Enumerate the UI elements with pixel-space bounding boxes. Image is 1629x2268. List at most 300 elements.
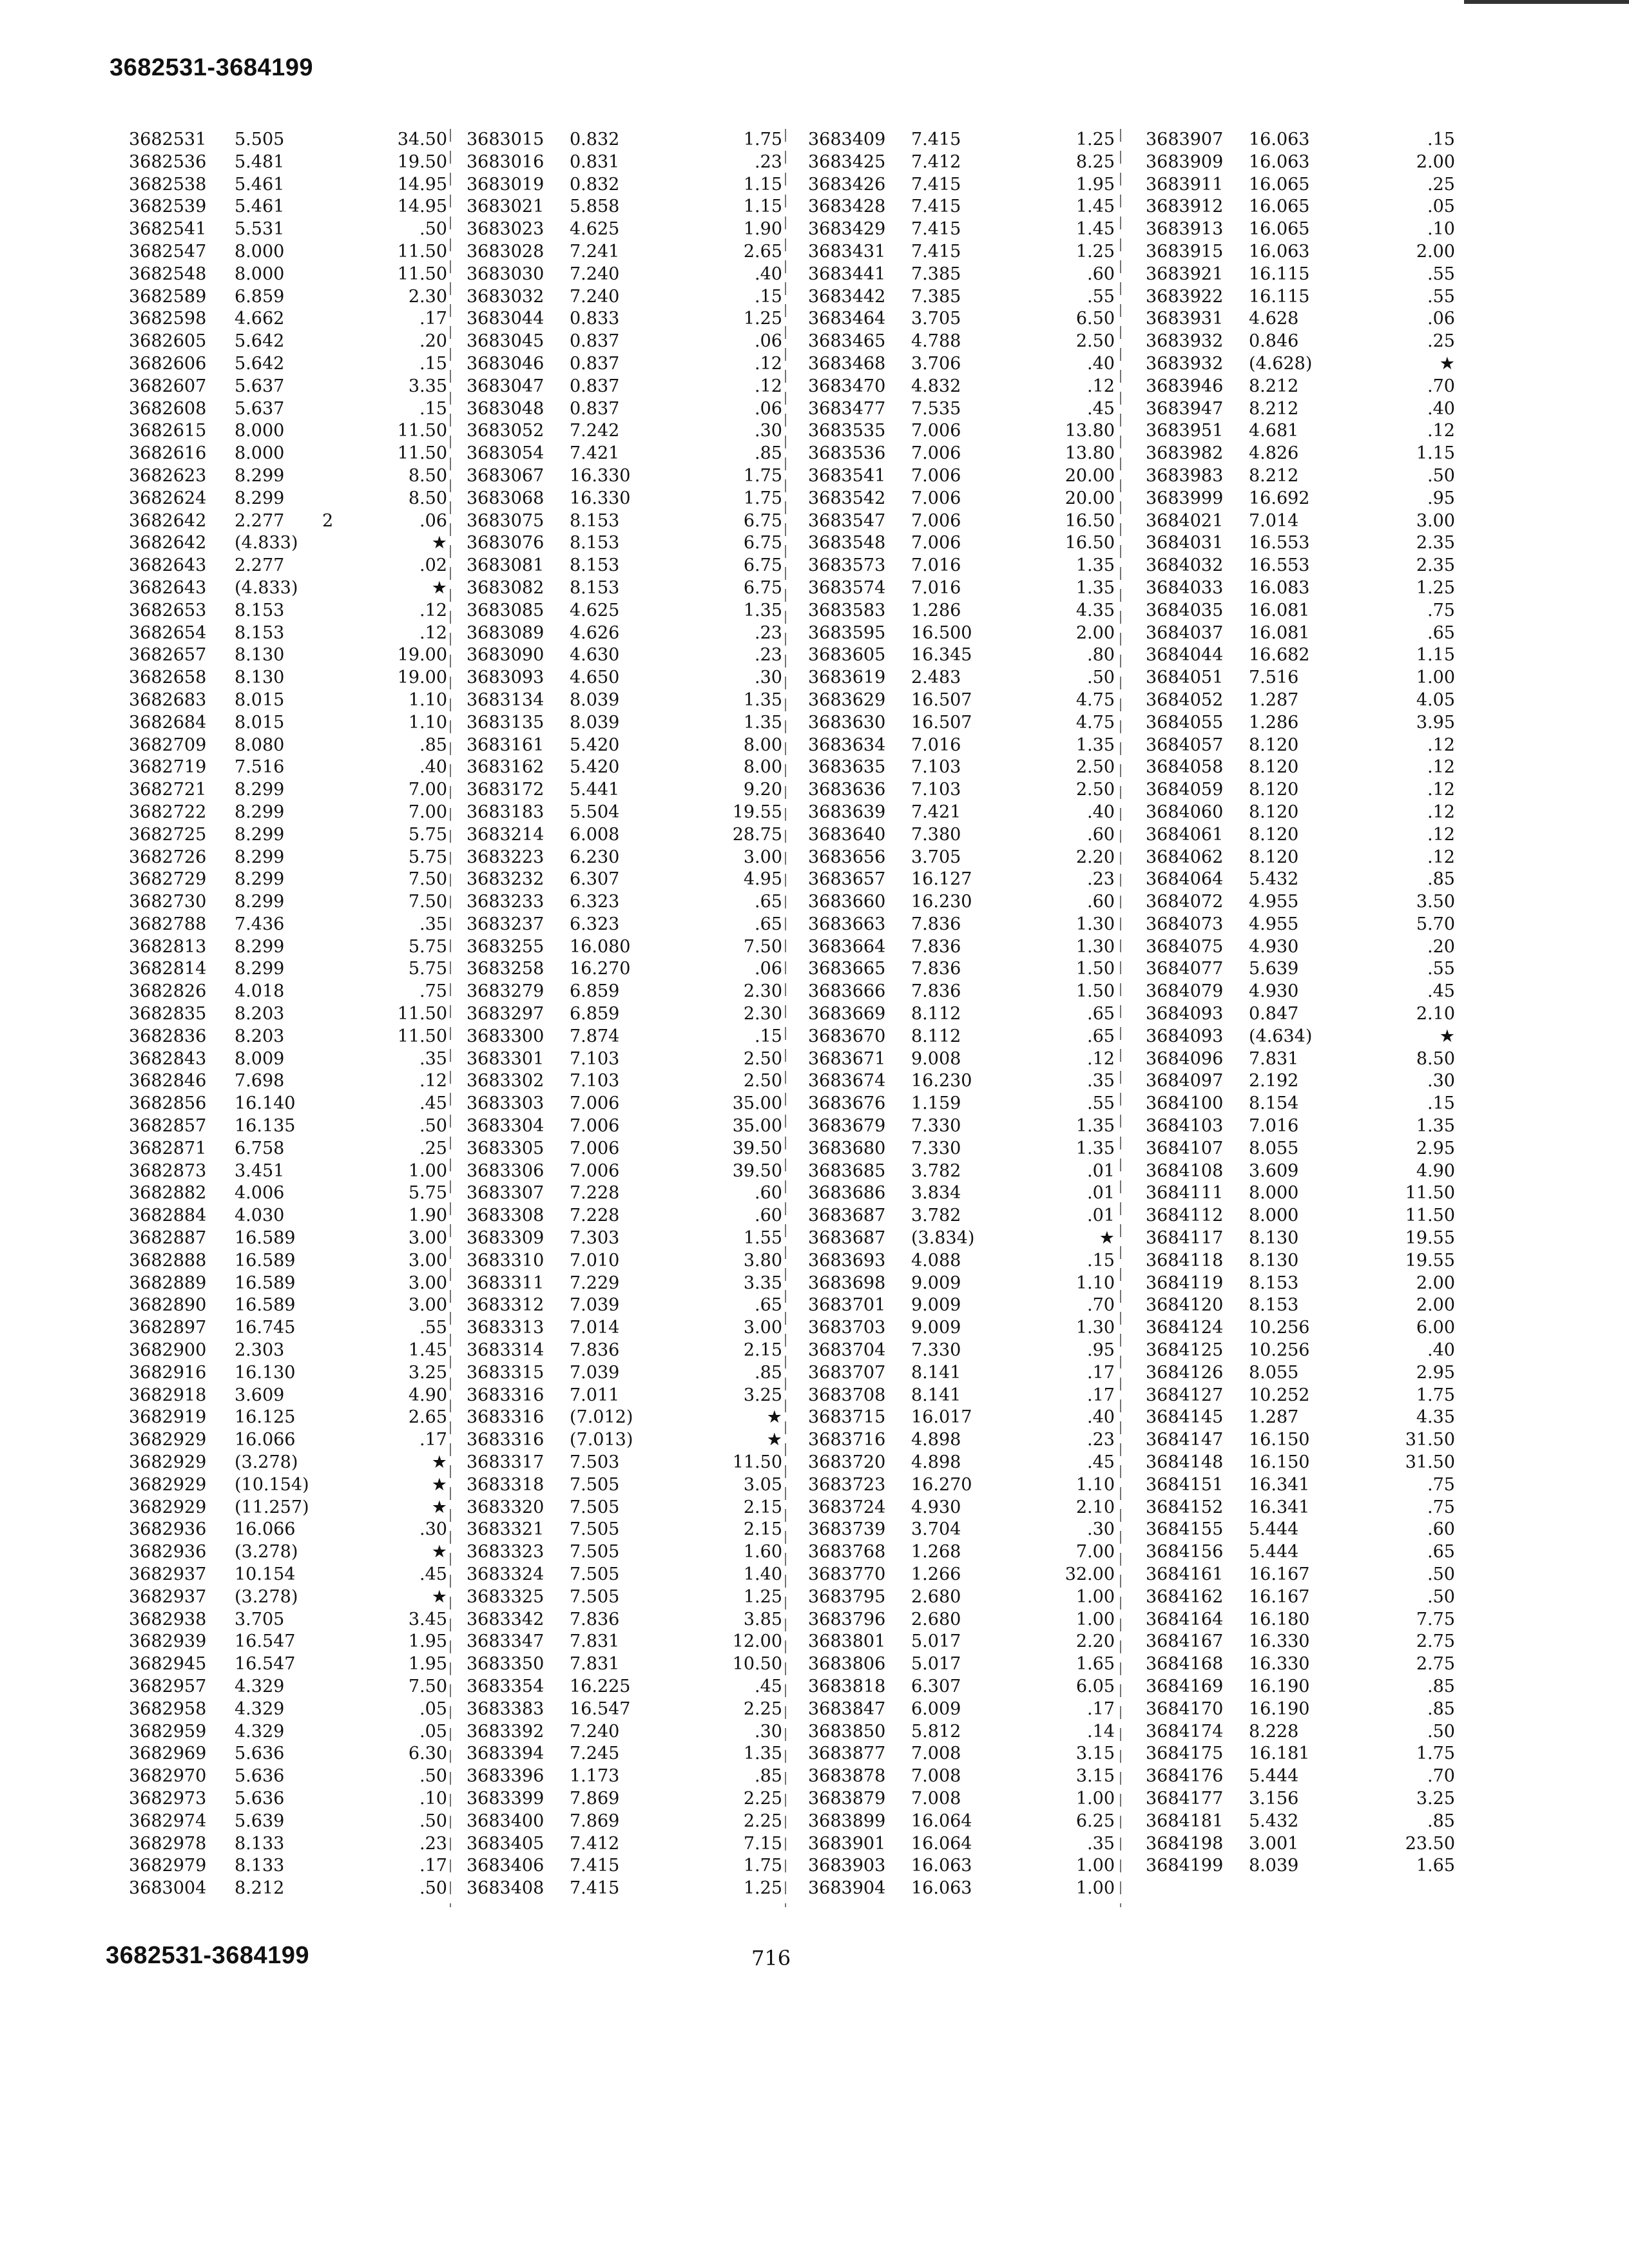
item-number: 3682813 <box>129 936 207 957</box>
item-amount: 19.00 <box>397 645 447 666</box>
table-row <box>808 1586 1115 1609</box>
item-number: 3683946 <box>1146 376 1224 396</box>
table-column-3 <box>808 129 1115 1900</box>
item-amount: 2.50 <box>743 1048 782 1069</box>
item-number: 3684119 <box>1146 1273 1224 1293</box>
item-amount: 1.35 <box>1416 1116 1455 1137</box>
item-amount: 3.00 <box>408 1273 447 1293</box>
item-amount: ★ <box>1099 1228 1115 1249</box>
item-rate: 16.065 <box>1249 174 1310 195</box>
item-rate: 7.516 <box>235 757 285 778</box>
item-rate: 6.859 <box>570 981 620 1002</box>
item-amount: .45 <box>419 1093 447 1114</box>
item-number: 3683983 <box>1146 465 1224 486</box>
table-row <box>467 1474 782 1497</box>
item-amount: .40 <box>1087 1407 1115 1428</box>
item-rate: 8.120 <box>1249 735 1299 755</box>
table-row <box>467 756 782 779</box>
item-amount: .12 <box>1427 421 1455 441</box>
item-number: 3683392 <box>467 1721 545 1742</box>
table-row <box>1146 936 1455 959</box>
item-rate: 8.130 <box>235 645 285 666</box>
item-number: 3683408 <box>467 1878 545 1899</box>
item-number: 3682919 <box>129 1407 207 1428</box>
item-amount: .65 <box>1087 1004 1115 1024</box>
item-rate: 8.153 <box>235 622 285 643</box>
item-number: 3682929 <box>129 1497 207 1517</box>
item-number: 3683019 <box>467 174 545 195</box>
item-rate: 16.063 <box>1249 151 1310 172</box>
item-rate: 16.150 <box>1249 1430 1310 1450</box>
item-amount: 20.00 <box>1065 488 1115 508</box>
item-amount: 3.00 <box>743 847 782 867</box>
item-amount: .75 <box>1427 1474 1455 1495</box>
table-row <box>1146 196 1455 218</box>
item-rate: 16.553 <box>1249 555 1310 576</box>
item-number: 3682884 <box>129 1206 207 1226</box>
item-rate: 16.589 <box>235 1228 296 1249</box>
table-row <box>129 1497 447 1519</box>
item-amount: .06 <box>419 510 447 531</box>
table-row <box>808 196 1115 218</box>
item-number: 3683913 <box>1146 219 1224 240</box>
item-number: 3683909 <box>1146 151 1224 172</box>
table-row <box>1146 600 1455 622</box>
item-number: 3684161 <box>1146 1564 1224 1584</box>
item-rate: 5.461 <box>235 174 285 195</box>
item-amount: 1.50 <box>1075 981 1115 1002</box>
item-number: 3683316 <box>467 1407 545 1428</box>
table-row <box>129 218 447 241</box>
item-rate: 7.229 <box>570 1273 620 1293</box>
item-rate: 7.831 <box>570 1654 620 1675</box>
table-row <box>467 331 782 353</box>
item-rate: 8.212 <box>1249 465 1299 486</box>
item-amount: .12 <box>755 353 782 374</box>
item-number: 3682889 <box>129 1273 207 1293</box>
item-number: 3682836 <box>129 1026 207 1046</box>
item-number: 3683082 <box>467 577 545 598</box>
item-amount: 1.10 <box>1075 1273 1115 1293</box>
item-amount: .50 <box>1427 1586 1455 1607</box>
item-number: 3682654 <box>129 622 207 643</box>
item-amount: 1.30 <box>1075 914 1115 934</box>
item-number: 3682929 <box>129 1430 207 1450</box>
item-rate: 7.014 <box>570 1318 620 1338</box>
item-rate: 16.017 <box>911 1407 972 1428</box>
item-number: 3682541 <box>129 219 207 240</box>
item-amount: 7.15 <box>743 1833 782 1854</box>
table-row <box>1146 1855 1455 1878</box>
item-rate: 7.245 <box>570 1744 620 1764</box>
item-number: 3683350 <box>467 1654 545 1675</box>
item-number: 3684093 <box>1146 1026 1224 1046</box>
column-divider <box>785 129 786 1907</box>
item-amount: .10 <box>1427 219 1455 240</box>
item-amount: .45 <box>1087 398 1115 419</box>
item-rate: 7.006 <box>911 533 961 553</box>
item-amount: 1.65 <box>1075 1654 1115 1675</box>
item-rate: 2.680 <box>911 1609 961 1629</box>
item-amount: 1.25 <box>1416 577 1455 598</box>
item-amount: 1.35 <box>743 600 782 620</box>
item-amount: .60 <box>1087 824 1115 845</box>
item-number: 3682642 <box>129 510 207 531</box>
item-rate: 16.230 <box>911 1071 972 1091</box>
table-row <box>1146 1115 1455 1138</box>
item-amount: 5.75 <box>408 847 447 867</box>
item-rate: 7.415 <box>911 241 961 262</box>
table-row <box>467 1250 782 1273</box>
item-amount: .05 <box>419 1698 447 1719</box>
item-amount: .50 <box>1427 1564 1455 1584</box>
item-rate: 7.303 <box>570 1228 620 1249</box>
item-number: 3683311 <box>467 1273 545 1293</box>
item-rate: 5.461 <box>235 197 285 217</box>
table-row <box>1146 510 1455 533</box>
item-rate: 3.782 <box>911 1206 961 1226</box>
table-row <box>467 958 782 981</box>
item-rate: 7.103 <box>911 757 961 778</box>
table-row <box>467 1003 782 1026</box>
item-rate: 4.625 <box>570 219 620 240</box>
item-rate: 4.625 <box>570 600 620 620</box>
table-row <box>808 756 1115 779</box>
table-row <box>808 1452 1115 1474</box>
item-rate: 7.421 <box>911 802 961 822</box>
item-amount: 23.50 <box>1405 1833 1455 1854</box>
item-amount: .40 <box>1427 1340 1455 1361</box>
item-number: 3683904 <box>808 1878 886 1899</box>
item-amount: 5.70 <box>1416 914 1455 934</box>
item-number: 3683044 <box>467 309 545 329</box>
item-amount: 35.00 <box>732 1116 782 1137</box>
item-rate: 7.415 <box>911 197 961 217</box>
item-rate: 9.009 <box>911 1295 961 1316</box>
table-row <box>808 218 1115 241</box>
item-amount: 3.50 <box>1416 892 1455 912</box>
item-number: 3682642 <box>129 533 207 553</box>
item-amount: .45 <box>419 1564 447 1584</box>
item-number: 3684108 <box>1146 1160 1224 1181</box>
item-number: 3684152 <box>1146 1497 1224 1517</box>
table-row <box>129 331 447 353</box>
item-amount: .02 <box>419 555 447 576</box>
item-number: 3684198 <box>1146 1833 1224 1854</box>
table-row <box>467 1407 782 1429</box>
item-amount: .14 <box>1087 1721 1115 1742</box>
table-row <box>808 1205 1115 1227</box>
item-number: 3682897 <box>129 1318 207 1338</box>
item-amount: 4.75 <box>1075 712 1115 733</box>
item-amount: .12 <box>755 376 782 396</box>
item-number: 3683310 <box>467 1250 545 1271</box>
item-rate: 9.009 <box>911 1273 961 1293</box>
item-amount: 1.75 <box>743 1856 782 1876</box>
table-row <box>129 1340 447 1362</box>
item-amount: .55 <box>1427 286 1455 307</box>
table-row <box>129 1294 447 1317</box>
item-rate: 0.832 <box>570 174 620 195</box>
item-amount: 11.50 <box>397 1004 447 1024</box>
item-number: 3684127 <box>1146 1385 1224 1405</box>
table-row <box>808 600 1115 622</box>
table-row <box>129 712 447 735</box>
item-number: 3682624 <box>129 488 207 508</box>
item-rate: 8.130 <box>235 668 285 688</box>
item-amount: 2.20 <box>1075 1631 1115 1652</box>
table-row <box>129 1541 447 1564</box>
item-number: 3684107 <box>1146 1138 1224 1158</box>
table-row <box>467 420 782 443</box>
item-number: 3683342 <box>467 1609 545 1629</box>
item-amount: 1.30 <box>1075 936 1115 957</box>
table-row <box>808 1385 1115 1407</box>
item-rate: 7.008 <box>911 1788 961 1809</box>
table-row <box>129 1160 447 1183</box>
item-rate: 8.299 <box>235 824 285 845</box>
table-row <box>129 555 447 577</box>
item-rate: 7.698 <box>235 1071 285 1091</box>
table-row <box>1146 1474 1455 1497</box>
item-number: 3682726 <box>129 847 207 867</box>
item-amount: 8.25 <box>1075 151 1115 172</box>
item-number: 3683441 <box>808 264 886 284</box>
item-number: 3683028 <box>467 241 545 262</box>
item-number: 3682918 <box>129 1385 207 1405</box>
item-number: 3682979 <box>129 1856 207 1876</box>
item-amount: .06 <box>755 398 782 419</box>
item-number: 3683307 <box>467 1183 545 1204</box>
item-amount: 2.30 <box>743 1004 782 1024</box>
table-row <box>129 174 447 197</box>
item-rate: 7.874 <box>570 1026 620 1046</box>
item-number: 3683308 <box>467 1206 545 1226</box>
item-amount: 1.15 <box>743 197 782 217</box>
item-number: 3683047 <box>467 376 545 396</box>
table-row <box>467 1273 782 1295</box>
item-amount: .60 <box>755 1206 782 1226</box>
table-row <box>129 779 447 802</box>
item-number: 3683258 <box>467 959 545 979</box>
table-row <box>129 756 447 779</box>
item-amount: 11.50 <box>397 443 447 464</box>
item-rate: 8.120 <box>1249 824 1299 845</box>
item-number: 3683315 <box>467 1362 545 1383</box>
table-row <box>467 600 782 622</box>
table-row <box>129 1811 447 1833</box>
item-number: 3684021 <box>1146 510 1224 531</box>
item-amount: .01 <box>1087 1206 1115 1226</box>
table-row <box>1146 1788 1455 1811</box>
item-rate: 8.153 <box>570 510 620 531</box>
item-number: 3683465 <box>808 331 886 352</box>
item-rate: 1.287 <box>1249 1407 1299 1428</box>
item-rate: 8.153 <box>1249 1273 1299 1293</box>
item-number: 3683409 <box>808 130 886 149</box>
item-amount: .30 <box>1087 1519 1115 1540</box>
item-number: 3682887 <box>129 1228 207 1249</box>
item-amount: .60 <box>1087 892 1115 912</box>
item-rate: 8.000 <box>1249 1206 1299 1226</box>
table-row <box>1146 1452 1455 1474</box>
item-rate: 16.589 <box>235 1295 296 1316</box>
item-number: 3682548 <box>129 264 207 284</box>
item-number: 3683431 <box>808 241 886 262</box>
item-amount: .85 <box>419 735 447 755</box>
item-number: 3684037 <box>1146 622 1224 643</box>
table-row <box>467 1564 782 1586</box>
item-number: 3682916 <box>129 1362 207 1383</box>
item-rate: 16.230 <box>911 892 972 912</box>
item-rate: 8.153 <box>1249 1295 1299 1316</box>
table-row <box>467 443 782 465</box>
item-amount: 1.35 <box>743 689 782 710</box>
item-number: 3682653 <box>129 600 207 620</box>
table-row <box>808 1407 1115 1429</box>
table-row <box>1146 1653 1455 1676</box>
item-amount: 1.35 <box>1075 735 1115 755</box>
item-number: 3682722 <box>129 802 207 822</box>
item-rate: 7.240 <box>570 286 620 307</box>
item-rate: 8.015 <box>235 689 285 710</box>
table-row <box>1146 1160 1455 1183</box>
item-rate: 16.507 <box>911 689 972 710</box>
item-rate: 3.782 <box>911 1160 961 1181</box>
item-amount: 39.50 <box>732 1160 782 1181</box>
item-amount: 12.00 <box>732 1631 782 1652</box>
table-row <box>1146 1497 1455 1519</box>
item-amount: 11.50 <box>732 1452 782 1473</box>
item-rate: 5.017 <box>911 1654 961 1675</box>
item-amount: 7.50 <box>743 936 782 957</box>
item-amount: ★ <box>431 1497 447 1517</box>
item-number: 3683354 <box>467 1676 545 1696</box>
item-amount: .12 <box>419 1071 447 1091</box>
table-row <box>1146 1205 1455 1227</box>
table-row <box>467 1631 782 1653</box>
item-amount: 11.50 <box>1405 1183 1455 1204</box>
item-amount: .12 <box>419 600 447 620</box>
item-rate: 7.014 <box>1249 510 1299 531</box>
item-number: 3684044 <box>1146 645 1224 666</box>
item-rate: 16.063 <box>911 1856 972 1876</box>
item-amount: .80 <box>1087 645 1115 666</box>
item-amount: .12 <box>1427 780 1455 800</box>
item-amount: 1.45 <box>1075 197 1115 217</box>
table-row <box>808 1227 1115 1250</box>
item-rate: 7.016 <box>911 577 961 598</box>
table-row <box>808 712 1115 735</box>
item-number: 3683067 <box>467 465 545 486</box>
item-amount: .65 <box>755 892 782 912</box>
item-amount: 1.35 <box>1075 1138 1115 1158</box>
item-rate: 16.063 <box>1249 130 1310 149</box>
item-amount: ★ <box>431 533 447 553</box>
table-row <box>808 1833 1115 1856</box>
item-rate: 16.065 <box>1249 197 1310 217</box>
item-number: 3683442 <box>808 286 886 307</box>
item-number: 3682709 <box>129 735 207 755</box>
item-rate: 16.190 <box>1249 1676 1310 1696</box>
item-rate: 8.141 <box>911 1362 961 1383</box>
item-number: 3683314 <box>467 1340 545 1361</box>
item-number: 3683301 <box>467 1048 545 1069</box>
item-rate: 3.705 <box>911 847 961 867</box>
item-amount: .12 <box>1427 757 1455 778</box>
table-row <box>1146 1070 1455 1093</box>
item-rate: 7.412 <box>911 151 961 172</box>
item-number: 3683911 <box>1146 174 1224 195</box>
item-rate: 5.444 <box>1249 1766 1299 1787</box>
table-row <box>1146 1541 1455 1564</box>
item-rate: 10.256 <box>1249 1318 1310 1338</box>
item-amount: .55 <box>419 1318 447 1338</box>
item-amount: ★ <box>431 1452 447 1473</box>
item-rate: 6.323 <box>570 892 620 912</box>
item-amount: 2.15 <box>743 1340 782 1361</box>
table-row <box>467 555 782 577</box>
item-number: 3684055 <box>1146 712 1224 733</box>
item-rate: 9.009 <box>911 1318 961 1338</box>
item-amount: 1.00 <box>408 1160 447 1181</box>
table-row <box>129 1743 447 1765</box>
item-number: 3684117 <box>1146 1228 1224 1249</box>
item-rate: (3.834) <box>911 1228 975 1249</box>
item-rate: 7.103 <box>911 780 961 800</box>
table-row <box>1146 241 1455 264</box>
item-amount: 1.45 <box>408 1340 447 1361</box>
table-row <box>129 488 447 510</box>
item-amount: 19.55 <box>732 802 782 822</box>
item-number: 3683903 <box>808 1856 886 1876</box>
item-amount: .12 <box>1087 376 1115 396</box>
table-row <box>808 914 1115 936</box>
item-number: 3684145 <box>1146 1407 1224 1428</box>
item-rate: 16.225 <box>570 1676 631 1696</box>
item-number: 3683323 <box>467 1542 545 1562</box>
table-row <box>467 1653 782 1676</box>
item-rate: 8.153 <box>570 577 620 598</box>
table-row <box>129 1048 447 1071</box>
table-row <box>808 689 1115 712</box>
item-number: 3683739 <box>808 1519 886 1540</box>
table-row <box>467 1048 782 1071</box>
item-number: 3683237 <box>467 914 545 934</box>
table-row <box>808 1878 1115 1900</box>
item-number: 3683161 <box>467 735 545 755</box>
item-rate: 8.055 <box>1249 1362 1299 1383</box>
item-amount: .50 <box>419 1811 447 1831</box>
item-number: 3683951 <box>1146 421 1224 441</box>
item-number: 3683806 <box>808 1654 886 1675</box>
table-row <box>1146 286 1455 309</box>
item-rate: 4.626 <box>570 622 620 643</box>
table-row <box>467 1340 782 1362</box>
table-row <box>467 891 782 914</box>
item-amount: 1.15 <box>1416 443 1455 464</box>
item-number: 3683046 <box>467 353 545 374</box>
item-number: 3683316 <box>467 1430 545 1450</box>
item-amount: 4.90 <box>408 1385 447 1405</box>
table-row <box>808 1811 1115 1833</box>
item-amount: 1.65 <box>1416 1856 1455 1876</box>
item-number: 3684118 <box>1146 1250 1224 1271</box>
item-amount: .75 <box>1427 1497 1455 1517</box>
item-number: 3682814 <box>129 959 207 979</box>
table-row <box>467 689 782 712</box>
item-rate: 7.242 <box>570 421 620 441</box>
